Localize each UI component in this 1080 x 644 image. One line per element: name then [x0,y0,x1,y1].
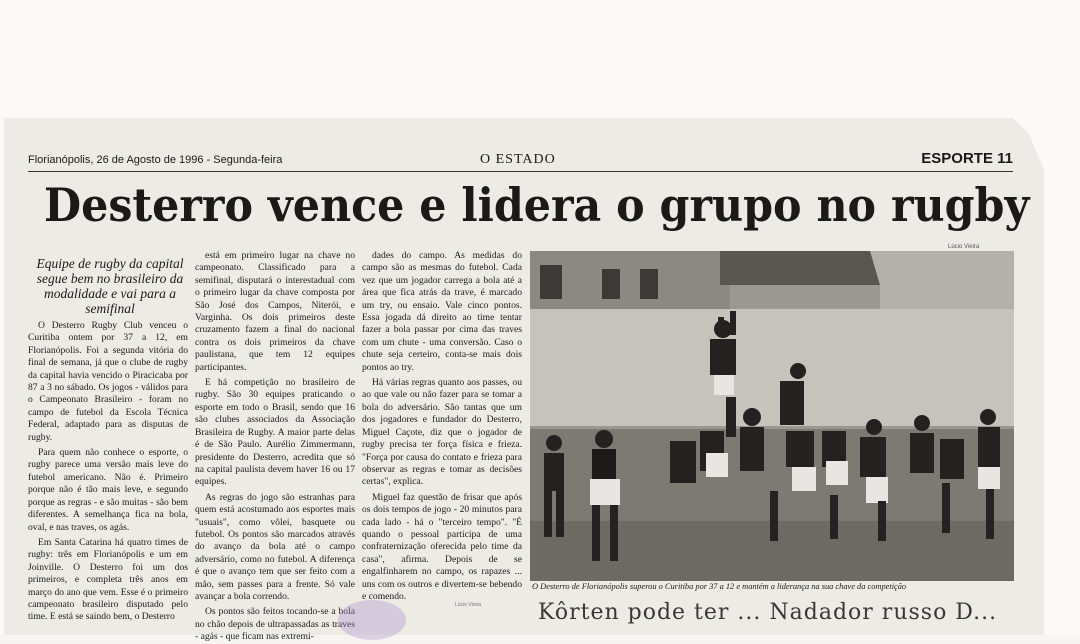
dateline: Florianópolis, 26 de Agosto de 1996 - Segunda-feira [28,154,283,166]
article-column-3 [362,250,522,602]
paragraph: As regras do jogo são estranhas para quem está acostumado aos esportes mais "usuais", como vôlei, basquete ou futebol. Os pontos são marcados através do avanço da bola até o campo adversário, como no futebol. A diferença é que o avanço tem que ser feito com a mão, sem passes para a frente. Só vale avançar a bola correndo. [195,491,355,602]
paragraph: Miguel faz questão de frisar que após os dois tempos de jogo - 20 minutos para cada lado - há o "terceiro tempo". "É quando o pessoal participa de uma confraternização oferecida pelo time da casa", afirma. Depois de se engalfinharem no campo, os rapazes ... uns com os outros e divertem-se bebendo e comendo. [362,491,522,602]
next-story-headline: Kôrten pode ter ... Nadador russo D... [538,600,998,625]
masthead [28,152,1013,172]
deck-subheading: Equipe de rugby da capital segue bem no brasileiro da modalidade e vai para a semifinal [36,256,184,316]
photo-caption: O Desterro de Florianópolis superou o Curitiba por 37 a 12 e mantém a liderança na sua chave da competição [532,582,907,591]
paragraph: O Desterro Rugby Club venceu o Curitiba ontem por 37 a 12, em Florianópolis. Foi a segunda vitória do final de semana, já que o clube de rugby da capital havia vencido o Piracicaba por 87 a 3 no sábado. Os jogos - válidos para o Campeonato Brasileiro - foram no campo de futebol da Escola Técnica Federal, adaptado para as disputas de rugby. [28,320,188,443]
stamp-label: Lúcio Vieira [455,602,482,608]
masthead-rule [28,171,1013,172]
paragraph: dades do campo. As medidas do campo são as mesmas do futebol. Cada vez que um jogador carrega a bola até a área que fica atrás da trave, é marcado um try, ou ensaio. Vale cinco pontos. Essa jogada dá direito ao time tentar fazer a bola passar por cima das traves com um chute - uma conversão. Caso o chute seja certeiro, conta-se mais dois pontos ao try. [362,250,522,373]
headline: Desterro vence e lidera o grupo no rugby [44,178,1030,232]
article-column-1 [28,320,188,623]
article-column-2 [195,250,355,643]
paragraph: Os pontos são feitos tocando-se a bola no chão depois de ultrapassadas as traves - agás - que ficam nas extremi- [195,606,355,643]
paragraph: Há várias regras quanto aos passes, ou ao que vale ou não fazer para se tomar a bola do adversário. São tantas que um dos jogadores e fundador do Desterro, Miguel Caçote, diz que o jogador de rugby precisa ter força física e frieza. "Força por causa do contato e frieza para observar as regras e tomar as decisões certas", explica. [362,377,522,488]
paragraph: está em primeiro lugar na chave no campeonato. Classificado para a semifinal, disputará o interestadual com o primeiro lugar da chave composta por São José dos Campos, Niterói, e Varginha. Os dois primeiros deste cruzamento fazem a final do nacional contra os dois primeiros da chave paulistana, que tem 12 equipes participantes. [195,250,355,373]
paragraph: Para quem não conhece o esporte, o rugby parece uma versão mais leve do futebol americano. Não é. Primeiro porque não é tão mais leve, e segundo porque as regras - e são muitas - são bem diferentes. A semelhança fica na bola, oval, e nas traves, os agás. [28,447,188,533]
section-label: ESPORTE 11 [921,150,1013,167]
ink-stamp [338,600,406,640]
newspaper-name: O ESTADO [480,152,556,167]
paragraph: Em Santa Catarina há quatro times de rugby: três em Florianópolis e um em Joinville. O Desterro foi um dos primeiros, e completa três anos em março do ano que vem. Esse é o primeiro campeonato brasileiro disputado pelo time. E está se saindo bem, o Desterro [28,536,188,623]
paragraph: E há competição no brasileiro de rugby. São 30 equipes praticando o esporte em todo o Brasil, sendo que 16 são clubes associados da Associação Brasileira de Rugby. A maior parte delas é de São Paulo. Aurélio Zimmermann, presidente do Desterro, acredita que só na capital paulista devem haver 16 ou 17 equipes. [195,377,355,488]
photo-credit: Lúcio Vieira [948,244,980,250]
rugby-photo [530,251,1014,581]
